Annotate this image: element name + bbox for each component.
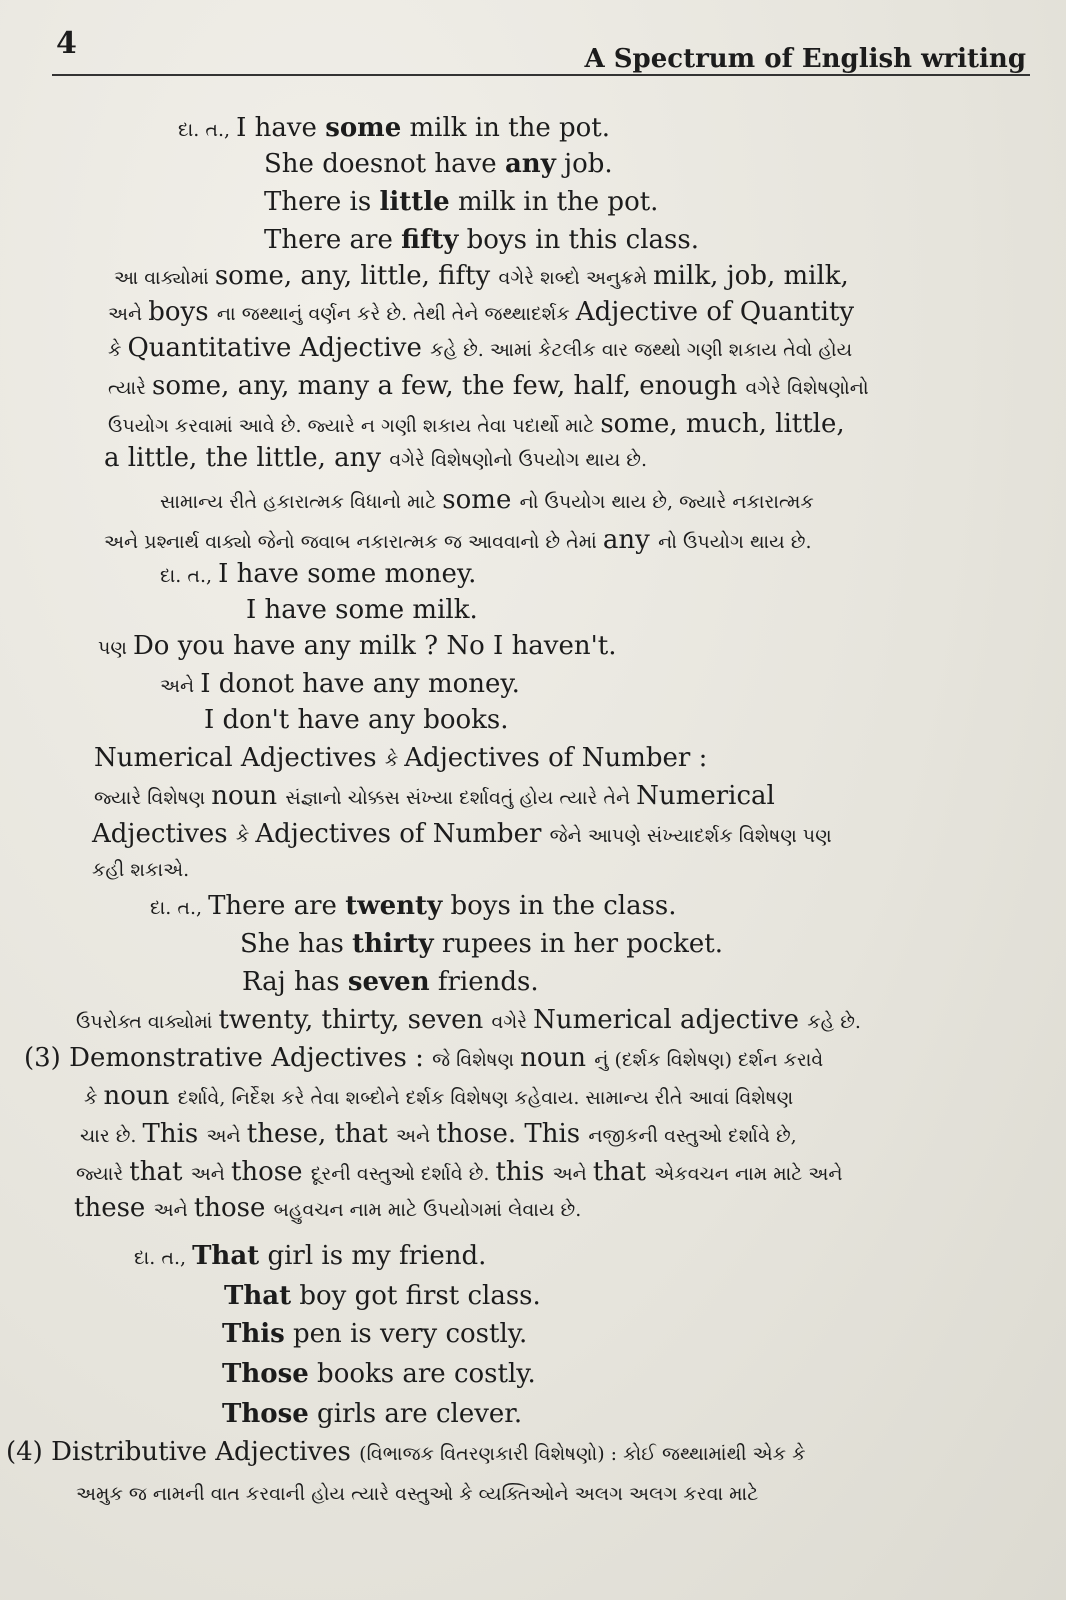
gujarati-text: જેને આપણે સંખ્યાદર્શક વિશેષણ પણ — [549, 825, 832, 847]
gujarati-text: સામાન્ય રીતે હકારાત્મક વિધાનો માટે — [160, 491, 443, 513]
gujarati-text: બહુવચન નામ માટે ઉપયોગમાં લેવાય છે. — [273, 1199, 582, 1221]
english-text: There are — [264, 225, 402, 255]
english-text: Numerical Adjectives — [94, 743, 385, 773]
english-text: friends. — [429, 967, 539, 997]
english-text: those. This — [436, 1119, 589, 1149]
gujarati-text: આ વાક્યોમાં — [114, 267, 215, 289]
gujarati-text: નું (દર્શક વિશેષણ) દર્શન કરાવે — [594, 1049, 824, 1071]
gujarati-text: વગેરે શબ્દો અનુક્રમે — [498, 267, 654, 289]
text-line — [94, 742, 707, 776]
text-line — [160, 484, 814, 518]
english-text: any — [602, 525, 659, 555]
english-text: that — [592, 1157, 655, 1187]
english-text: There is — [264, 187, 380, 217]
emphasis-text: fifty — [401, 225, 459, 255]
gujarati-text: ઉપયોગ કરવામાં આવે છે. જ્યારે ન ગણી શકાય તેવા પદાર્થો માટે — [108, 415, 601, 437]
text-line — [104, 442, 647, 476]
text-line — [24, 1042, 823, 1076]
gujarati-text: વગેરે વિશેષણોનો — [745, 377, 869, 399]
gujarati-text: કે — [108, 339, 128, 361]
gujarati-text: પણ — [98, 637, 133, 659]
english-text: Numerical adjective — [533, 1005, 808, 1035]
emphasis-text: That — [192, 1241, 260, 1271]
english-text: Adjectives — [92, 819, 236, 849]
text-line — [92, 852, 189, 886]
english-text: a little, the little, any — [104, 443, 390, 473]
english-text: this — [495, 1157, 553, 1187]
gujarati-text: જે વિશેષણ — [432, 1049, 521, 1071]
text-line — [108, 296, 854, 330]
english-text: There are — [208, 891, 346, 921]
english-text: She doesnot have — [264, 149, 505, 179]
emphasis-text: This — [222, 1319, 285, 1349]
gujarati-text: જ્યારે વિશેષણ — [94, 787, 212, 809]
english-text: Do you have any milk ? No I haven't. — [132, 631, 617, 661]
english-text: Adjectives of Number — [255, 819, 550, 849]
english-text: that — [129, 1157, 191, 1187]
gujarati-text: નજીકની વસ્તુઓ દર્શાવે છે, — [588, 1125, 797, 1147]
english-text: milk in the pot. — [449, 187, 659, 217]
gujarati-text: કહે છે. આમાં કેટલીક વાર જથ્થો ગણી શકાય તેવો હોય — [430, 339, 853, 361]
text-line — [84, 1080, 793, 1114]
gujarati-text: ઉપરોક્ત વાક્યોમાં — [76, 1011, 219, 1033]
text-line — [74, 1192, 581, 1226]
english-text: Quantitative Adjective — [127, 333, 431, 363]
gujarati-text: જ્યારે — [76, 1163, 130, 1185]
gujarati-text: વગેરે વિશેષણોનો ઉપયોગ થાય છે. — [389, 449, 648, 471]
gujarati-text: અને — [206, 1125, 247, 1147]
english-text: Numerical — [636, 781, 775, 811]
english-text: girl is my friend. — [259, 1241, 487, 1271]
text-line — [98, 630, 617, 664]
english-text: (3) Demonstrative Adjectives : — [24, 1043, 433, 1073]
english-text: these, that — [246, 1119, 396, 1149]
text-line — [134, 1240, 486, 1274]
text-line — [150, 890, 677, 924]
text-line — [240, 928, 723, 960]
text-line — [160, 668, 520, 702]
text-line — [76, 1476, 758, 1510]
gujarati-text: ના જથ્થાનું વર્ણન કરે છે. તેથી તેને જથ્થાદર્શક — [216, 303, 576, 325]
text-line — [80, 1118, 797, 1152]
gujarati-text: ત્યારે — [108, 377, 153, 399]
english-text: twenty, thirty, seven — [218, 1005, 492, 1035]
english-text: books are costly. — [308, 1359, 536, 1389]
english-text: noun — [103, 1081, 178, 1111]
running-title: A Spectrum of English writing — [584, 44, 1026, 74]
text-line — [264, 148, 613, 180]
gujarati-text: અમુક જ નામની વાત કરવાની હોય ત્યારે વસ્તુઓ કે વ્યક્તિઓને અલગ અલગ કરવા માટે — [76, 1483, 759, 1505]
gujarati-text: દર્શાવે, નિર્દેશ કરે તેવા શબ્દોને દર્શક વિશેષણ કહેવાય. સામાન્ય રીતે આવાં વિશેષણ — [177, 1087, 794, 1109]
emphasis-text: That — [224, 1281, 292, 1311]
english-text: some, any, little, fifty — [214, 261, 499, 291]
english-text: girls are clever. — [308, 1399, 523, 1429]
text-line — [160, 558, 476, 592]
gujarati-text: અને — [153, 1199, 194, 1221]
gujarati-text: અને — [552, 1163, 593, 1185]
english-text: boys — [148, 297, 217, 327]
gujarati-text: અને પ્રશ્નાર્થ વાક્યો જેનો જવાબ નકારાત્મક જ આવવાનો છે તેમાં — [104, 531, 603, 553]
text-line — [108, 370, 869, 404]
english-text: some, any, many a few, the few, half, enough — [152, 371, 746, 401]
english-text: She has — [240, 929, 353, 959]
header-rule — [52, 74, 1030, 76]
text-line — [76, 1156, 843, 1190]
emphasis-text: seven — [347, 967, 430, 997]
emphasis-text: twenty — [345, 891, 443, 921]
english-text: milk in the pot. — [401, 113, 610, 143]
english-text: those — [230, 1157, 311, 1187]
english-text: I don't have any books. — [204, 705, 509, 735]
gujarati-text: કે — [235, 825, 256, 847]
text-line — [104, 524, 812, 558]
gujarati-text: અને — [160, 675, 201, 697]
gujarati-text: દૂરની વસ્તુઓ દર્શાવે છે. — [310, 1163, 496, 1185]
english-text: Adjectives of Number : — [404, 743, 708, 773]
gujarati-text: વગેરે — [491, 1011, 534, 1033]
text-line — [108, 408, 845, 442]
english-text: boys in the class. — [442, 891, 677, 921]
english-text: (4) Distributive Adjectives — [6, 1437, 360, 1467]
english-text: noun — [211, 781, 286, 811]
gujarati-text: નો ઉપયોગ થાય છે. — [658, 531, 812, 553]
gujarati-text: કહે છે. — [807, 1011, 861, 1033]
english-text: I donot have any money. — [200, 669, 520, 699]
english-text: job. — [555, 149, 613, 179]
text-line — [242, 966, 539, 998]
text-line — [178, 112, 610, 146]
english-text: I have some money. — [218, 559, 477, 589]
english-text: pen is very costly. — [284, 1319, 528, 1349]
emphasis-text: some — [325, 113, 402, 143]
gujarati-text: કે — [384, 749, 405, 771]
english-text: I have — [236, 113, 326, 143]
gujarati-text: સંજ્ઞાનો ચોક્કસ સંખ્યા દર્શાવતું હોય ત્યારે તેને — [285, 787, 637, 809]
text-line — [264, 224, 699, 256]
gujarati-text: અને — [190, 1163, 231, 1185]
english-text: some, much, little, — [600, 409, 845, 439]
english-text: rupees in her pocket. — [433, 929, 723, 959]
text-line — [222, 1398, 522, 1430]
english-text: some — [442, 485, 520, 515]
emphasis-text: thirty — [352, 929, 434, 959]
english-text: Adjective of Quantity — [575, 297, 855, 327]
text-line — [108, 332, 852, 366]
english-text: Raj has — [242, 967, 348, 997]
gujarati-text: ચાર છે. — [80, 1125, 143, 1147]
english-text: boys in this class. — [458, 225, 699, 255]
english-text: boy got first class. — [291, 1281, 541, 1311]
english-text: noun — [520, 1043, 595, 1073]
gujarati-text: દા. ત., — [134, 1247, 193, 1269]
emphasis-text: Those — [222, 1359, 309, 1389]
gujarati-text: (વિભાજક વિતરણકારી વિશેષણો) : કોઈ જથ્થામાંથી એક કે — [359, 1443, 806, 1465]
text-line — [222, 1318, 527, 1350]
gujarati-text: કહી શકાએ. — [92, 859, 190, 881]
gujarati-text: નો ઉપયોગ થાય છે, જ્યારે નકારાત્મક — [519, 491, 814, 513]
text-line — [114, 260, 849, 294]
emphasis-text: little — [379, 187, 450, 217]
text-line — [264, 186, 658, 218]
gujarati-text: અને — [396, 1125, 437, 1147]
emphasis-text: Those — [222, 1399, 309, 1429]
text-line — [92, 818, 832, 852]
emphasis-text: any — [504, 149, 556, 179]
text-line — [76, 1004, 861, 1038]
gujarati-text: એકવચન નામ માટે અને — [654, 1163, 843, 1185]
page-number: 4 — [56, 26, 77, 61]
gujarati-text: દા. ત., — [178, 119, 237, 141]
english-text: I have some milk. — [246, 595, 478, 625]
gujarati-text: દા. ત., — [150, 897, 209, 919]
english-text: those — [193, 1193, 274, 1223]
english-text: milk, job, milk, — [653, 261, 849, 291]
english-text: This — [142, 1119, 207, 1149]
text-line — [246, 594, 478, 626]
text-line — [6, 1436, 806, 1470]
gujarati-text: અને — [108, 303, 149, 325]
english-text: these — [74, 1193, 154, 1223]
text-line — [94, 780, 775, 814]
text-line — [224, 1280, 541, 1312]
text-line — [204, 704, 509, 736]
text-line — [222, 1358, 536, 1390]
gujarati-text: કે — [84, 1087, 104, 1109]
gujarati-text: દા. ત., — [160, 565, 219, 587]
